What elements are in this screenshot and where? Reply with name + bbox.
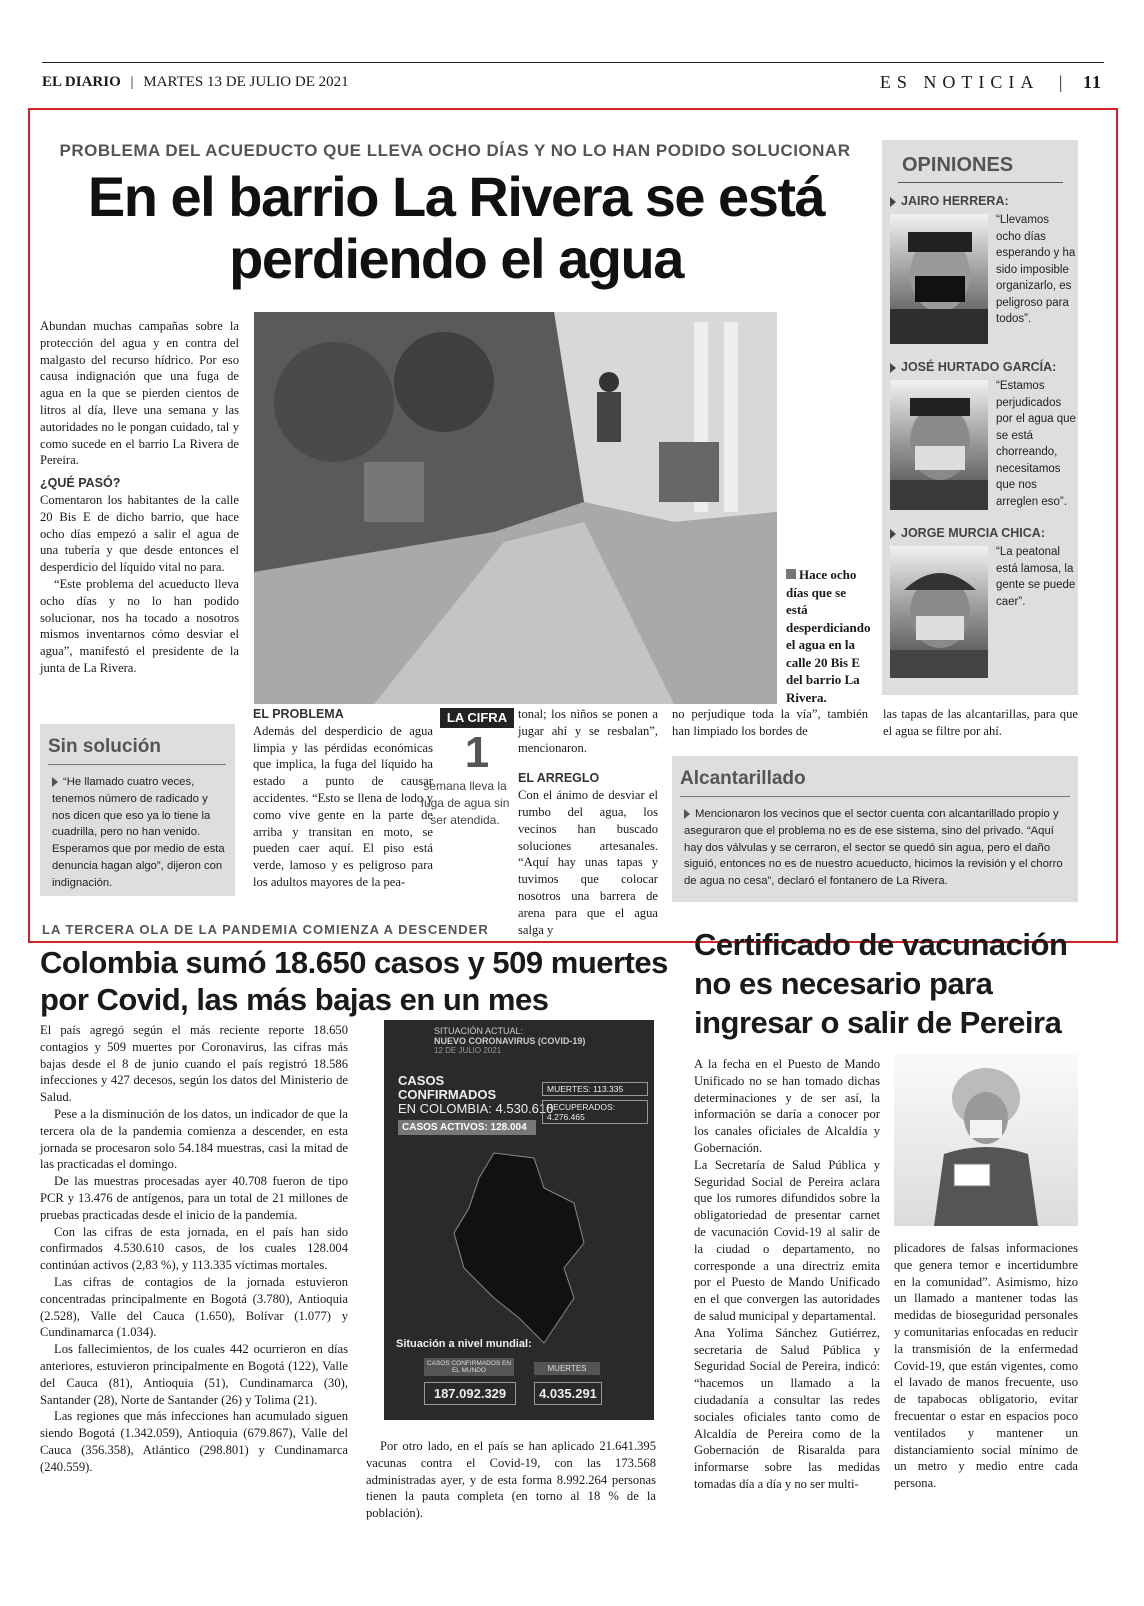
article1-column-2 [253, 706, 433, 891]
article2-headline-line-2: por Covid, las más bajas en un mes [40, 982, 549, 1017]
sin-solucion-rule [48, 764, 226, 765]
mundo-value: 187.092.329 [424, 1382, 516, 1405]
article1-column-4 [672, 706, 868, 740]
alcantarillado-body [684, 806, 1066, 890]
opinion-name-1 [890, 194, 1009, 208]
article2-kicker: LA TERCERA OLA DE LA PANDEMIA COMIENZA A DESCENDER [42, 922, 489, 937]
article1-p7: no perjudique toda la vía”, también han limpiado los bordes de [672, 707, 868, 738]
casos-label-3: EN COLOMBIA: 4.530.610 [398, 1101, 554, 1116]
muertes-count: MUERTES: 113.335 [542, 1082, 648, 1096]
infographic-header-2: NUEVO CORONAVIRUS (COVID-19) [434, 1036, 586, 1046]
la-cifra-label: LA CIFRA [440, 708, 514, 728]
article1-p3: “Este problema del acueducto lleva ocho días y no lo han podido solucionar, nos ha tocado a nosotros mismos inventarnos cómo desviar el agua”, manifestó el presidente de la junta de La Rivera. [40, 576, 239, 675]
casos-label-1: CASOS [398, 1073, 445, 1088]
article2-p5: Las cifras de contagios de la jornada estuvieron concentradas principalmente en Bogotá (3.780), Antioquia (2.528), Valle del Cauca (1.650), Bolívar (1.077) y Cundinamarca (1.034). [40, 1274, 348, 1340]
article2-column-2 [366, 1438, 656, 1522]
infographic-header-1: SITUACIÓN ACTUAL: [434, 1026, 524, 1036]
casos-activos: CASOS ACTIVOS: 128.004 [398, 1120, 536, 1135]
opinion-name-text-3: JORGE MURCIA CHICA: [901, 526, 1045, 540]
opinion-quote-1: “Llevamos ocho días esperando y ha sido imposible organizarlo, es peligroso para todos”. [996, 214, 1076, 325]
masthead [42, 74, 349, 91]
article1-column-1 [40, 318, 239, 677]
mundo-label: CASOS CONFIRMADOS EN EL MUNDO [424, 1358, 514, 1376]
triangle-bullet-icon [684, 809, 690, 819]
triangle-bullet-icon [52, 777, 58, 787]
article3-headline-line-1: Certificado de vacunación [694, 927, 1068, 962]
portrait-illustration [890, 546, 988, 678]
opinion-quote-3: “La peatonal está lamosa, la gente se puede caer”. [996, 546, 1076, 608]
triangle-bullet-icon [890, 529, 896, 539]
infographic-header-3: 12 DE JULIO 2021 [434, 1046, 502, 1055]
headline-line-1: En el barrio La Rivera se está [87, 165, 825, 228]
masthead-separator: | [130, 74, 134, 90]
article2-headline-line-1: Colombia sumó 18.650 casos y 509 muertes [40, 945, 668, 980]
subhead-el-problema: EL PROBLEMA [253, 707, 344, 721]
covid-infographic [384, 1020, 654, 1420]
article3-p4: plicadores de falsas informaciones que genera temor e incertidumbre en la comunidad”. Asimismo, hizo un llamado a mantener todas las medidas de bioseguridad personales y comunitarias enfocadas en reducir la transmisión de la enfermedad Covid-19, que están vigentes, como el lavado de manos frecuente, uso de tapabocas obligatorio, evitar frecuentar o estar en espacios poco ventilados y mantener un distanciamiento social mínimo de un metro y medio entre cada persona. [894, 1241, 1078, 1491]
article1-p2: Comentaron los habitantes de la calle 20 Bis E de dicho barrio, que hace ocho días empezó a salir el agua de una tubería y que desde entonces el desperdicio del líquido vital no para. [40, 492, 239, 575]
la-cifra-text: semana lleva la fuga de agua sin ser atendida. [420, 779, 510, 827]
muertes-mundo-value: 4.035.291 [534, 1382, 602, 1405]
photo-caption [786, 566, 871, 706]
article3-p2: La Secretaría de Salud Pública y Seguridad Social de Pereira aclara que los rumores difundidos sobre la obligatoriedad de presentar carnet de vacunación Covid-19 al salir de la ciudad o departamento, no corresponde a una directriz emita por el Puesto de Mando Unificado en el que convergen las autoridades de salud municipal y departamental. [694, 1157, 880, 1323]
article1-p8: las tapas de las alcantarillas, para que el agua se filtre por ahí. [883, 707, 1078, 738]
article2-p7: Las regiones que más infecciones han acumulado siguen siendo Bogotá (1.342.059), Antioquia (679.867), Valle del Cauca (356.358), Atlántico (298.801) y Cundinamarca (240.559). [40, 1409, 348, 1474]
opinion-name-3 [890, 526, 1045, 540]
opinion-name-2 [890, 360, 1056, 374]
headline-line-2: perdiendo el agua [229, 226, 683, 290]
paper-name: EL DIARIO [42, 74, 121, 90]
alcantarillado-title: Alcantarillado [680, 768, 806, 789]
portrait-jorge-murcia [890, 546, 988, 678]
portrait-illustration [890, 214, 988, 344]
page-separator: | [1058, 72, 1063, 92]
street-scene-illustration [254, 312, 777, 704]
opiniones-title: OPINIONES [902, 154, 1014, 176]
water-leak-photo [254, 312, 777, 704]
article2-p2: Pese a la disminución de los datos, un indicador de que la tercera ola de la pandemia comienza a descender, en esta jornada se procesaron solo 54.184 muestras, casi la mitad de las practicadas el domingo. [40, 1106, 348, 1172]
top-rule [42, 62, 1104, 63]
section-label [880, 72, 1102, 93]
sin-solucion-body [52, 774, 228, 892]
article3-column-2 [894, 1240, 1078, 1492]
sin-solucion-title: Sin solución [48, 736, 161, 757]
article1-p4: Además del desperdicio de agua limpia y las pérdidas económicas que implica, la fuga del líquido ha estado a punto de causar accidentes. “Esto se llena de lodo y como vive gente en la parte de arriba y transitan en moto, se pueden caer aquí. El piso está verde, lamoso y es peligroso para los adultos mayores de la pea- [253, 723, 433, 889]
subhead-el-arreglo: EL ARREGLO [518, 771, 600, 786]
issue-date: MARTES 13 DE JULIO DE 2021 [143, 74, 349, 90]
mundial-title: Situación a nivel mundial: [396, 1338, 532, 1350]
opinion-name-text-1: JAIRO HERRERA: [901, 194, 1009, 208]
article3-headline-line-2: no es necesario para [694, 966, 993, 1001]
article3-headline-line-3: ingresar o salir de Pereira [694, 1005, 1062, 1040]
article2-p6: Los fallecimientos, de los cuales 442 ocurrieron en días anteriores, estuvieron principalmente en Bogotá (122), Valle del Cauca (81), Antioquia (51), Cundinamarca (30), Santander (28), Norte de Santander (26) y Tolima (21). [40, 1342, 348, 1407]
article1-kicker: PROBLEMA DEL ACUEDUCTO QUE LLEVA OCHO DÍAS Y NO LO HAN PODIDO SOLUCIONAR [59, 141, 851, 160]
article1-column-5 [883, 706, 1078, 740]
article1-p5: tonal; los niños se ponen a jugar ahí y se resbalan”, mencionaron. [518, 707, 658, 755]
article2-column-1 [40, 1022, 348, 1476]
article3-headline [694, 925, 1094, 1042]
article2-p4: Con las cifras de esta jornada, en el país han sido confirmados 4.530.610 casos, de los cuales 128.004 continúan activos (2,83 %), y 113.335 víctimas mortales. [40, 1224, 348, 1273]
article2-p8: Por otro lado, en el país se han aplicado 21.641.395 vacunas contra el Covid-19, con las 173.568 administradas ayer, y de esta forma 8.992.264 personas tienen la pauta completa (en torno al 18 % de la población). [366, 1439, 656, 1521]
alcantarillado-text: Mencionaron los vecinos que el sector cuenta con alcantarillado propio y aseguraron que el problema no es de ese sistema, sino del privado. “Aquí hay dos válvulas y se cerraron, el sector se quedó sin agua, pero el daño siguió, entonces no es de nuestro acueducto, hicimos la revisión y el chorro de agua no cesa”, declaró el fontanero de La Rivera. [684, 808, 1063, 888]
article1-column-3 [518, 706, 658, 938]
caption-square-icon [786, 569, 796, 579]
page-number: 11 [1082, 72, 1102, 92]
casos-label-2: CONFIRMADOS [398, 1087, 497, 1102]
article2-headline [40, 944, 680, 1018]
la-cifra-number: 1 [464, 728, 490, 777]
sin-solucion-text: “He llamado cuatro veces, tenemos número de radicado y nos dicen que eso ya lo tiene la cuadrilla, pero no han venido. Esperamos que por medio de esta denuncia hagan algo”, dijeron con indignación. [52, 776, 225, 889]
alcantarillado-rule [680, 796, 1070, 797]
article1-p6: Con el ánimo de desviar el rumbo del agua, los vecinos han buscado soluciones artesanales. “Aquí hay unas tapas y tuvimos que colocar nosotros una barrera de arena para que el agua salga y [518, 788, 658, 937]
article1-headline [36, 166, 876, 289]
article1-intro: Abundan muchas campañas sobre la protección del agua y en contra del malgasto del recurso hídrico. Por eso causa indignación que una fuga de agua en la que se pierden cientos de litros al día, lleve una semana y las autoridades no le pongan cuidado, tal y como sucede en el barrio La Rivera de Pereira. [40, 319, 239, 468]
casos-block [398, 1074, 553, 1116]
official-photo [894, 1054, 1078, 1226]
portrait-jairo-herrera [890, 214, 988, 344]
caption-text: Hace ocho días que se está desperdiciando el agua en la calle 20 Bis E del barrio La Rivera. [786, 567, 871, 705]
woman-with-mask-illustration [894, 1054, 1078, 1226]
article3-p3: Ana Yolima Sánchez Gutiérrez, secretaria de Salud Pública y Seguridad Social de Pereira, indicó: “hacemos un llamado a la ciudadanía a consultar las redes sociales oficiales tanto como de Alcaldía de Pereira como de la Gobernación de Risaralda para informarse sobre las medidas tomadas día a día y no ser multi- [694, 1325, 880, 1491]
portrait-illustration [890, 380, 988, 510]
section-name: ES NOTICIA [879, 72, 1039, 92]
article2-p3: De las muestras procesadas ayer 40.708 fueron de tipo PCR y 13.476 de antígenos, para un total de 21 millones de pruebas practicadas desde el inicio de la pandemia. [40, 1174, 348, 1222]
infographic-header [434, 1026, 585, 1056]
article2-p1: El país agregó según el más reciente reporte 18.650 contagios y 509 muertes por Coronavirus, las cifras más bajas desde el 8 de junio cuando el país registró 18.586 infecciones y 427 decesos, según los datos del Ministerio de Salud. [40, 1023, 348, 1105]
opiniones-rule [898, 182, 1063, 183]
article3-p1: A la fecha en el Puesto de Mando Unificado no se han tomado dichas determinaciones y de ser así, la información se daría a conocer por los canales oficiales de Alcaldía y Gobernación. [694, 1057, 880, 1155]
triangle-bullet-icon [890, 197, 896, 207]
recuperados-count: RECUPERADOS: 4.276.465 [542, 1100, 648, 1124]
muertes-mundo-label: MUERTES [534, 1362, 600, 1375]
opinion-name-text-2: JOSÉ HURTADO GARCÍA: [901, 360, 1057, 374]
subhead-que-paso: ¿QUÉ PASÓ? [40, 476, 121, 491]
colombia-map-icon [424, 1148, 614, 1348]
portrait-jose-hurtado [890, 380, 988, 510]
triangle-bullet-icon [890, 363, 896, 373]
article3-column-1 [694, 1056, 880, 1493]
opinion-quote-2: “Estamos perjudicados por el agua que se está chorreando, necesitamos que nos arreglen eso”. [996, 380, 1076, 508]
